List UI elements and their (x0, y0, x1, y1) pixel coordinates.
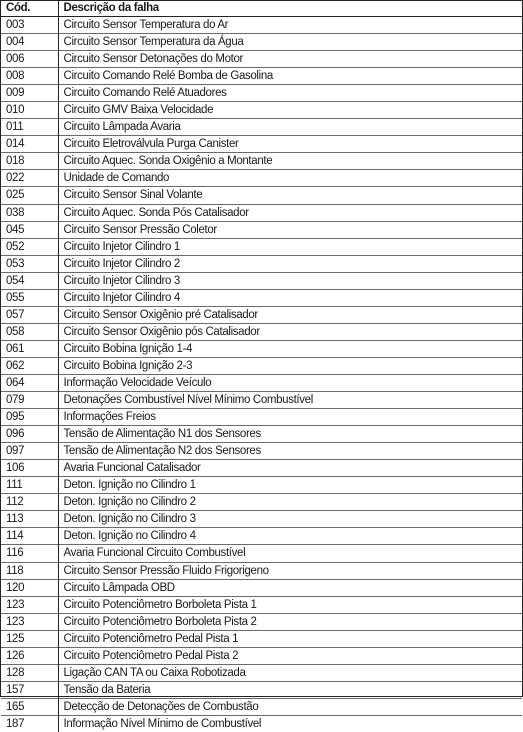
fault-description-cell: Circuito Eletroválvula Purga Canister (63, 138, 239, 151)
fault-code-cell: 004 (1, 34, 58, 51)
table-row (1, 34, 522, 51)
table-row (1, 340, 522, 357)
fault-description-cell: Circuito Sensor Pressão Fluido Frigorigeno (63, 564, 269, 577)
table-row (1, 306, 522, 323)
fault-code-cell: 054 (1, 272, 58, 289)
fault-description-cell: Unidade de Comando (63, 172, 170, 185)
fault-code-cell: 165 (1, 698, 58, 715)
fault-description-cell: Circuito Bobina Ignição 2-3 (63, 359, 193, 372)
fault-code-cell: 055 (1, 289, 58, 306)
fault-code-cell: 116 (1, 545, 58, 562)
table-row (1, 153, 522, 170)
column-header-code: Cód. (1, 1, 58, 17)
fault-code-cell: 079 (1, 392, 58, 409)
fault-code-cell: 003 (1, 17, 58, 34)
table-row (1, 477, 522, 494)
fault-code-cell: 062 (1, 357, 58, 374)
fault-code-cell: 061 (1, 340, 58, 357)
fault-code-cell: 128 (1, 664, 58, 681)
table-row (1, 681, 522, 698)
fault-description-cell: Avaria Funcional Circuito Combustível (63, 547, 246, 560)
table-row (1, 255, 522, 272)
table-row (1, 409, 522, 426)
table-row (1, 698, 522, 715)
fault-code-cell: 157 (1, 681, 58, 698)
fault-code-cell: 038 (1, 204, 58, 221)
fault-description-cell: Circuito Bobina Ignição 1-4 (63, 342, 193, 355)
fault-code-cell: 010 (1, 102, 58, 119)
fault-description-cell: Circuito Sensor Temperatura do Ar (63, 19, 229, 32)
fault-code-cell: 008 (1, 68, 58, 85)
table-row (1, 613, 522, 630)
fault-description-cell: Deton. Ignição no Cilindro 3 (63, 513, 196, 526)
table-row (1, 102, 522, 119)
fault-description-cell: Circuito Sensor Oxigênio pós Catalisador (63, 325, 260, 338)
fault-description-cell: Circuito Sensor Temperatura da Água (63, 36, 244, 49)
fault-code-cell: 011 (1, 119, 58, 136)
table-row (1, 443, 522, 460)
fault-code-cell: 097 (1, 443, 58, 460)
fault-description-cell: Circuito Potenciômetro Pedal Pista 1 (63, 632, 239, 645)
fault-description-cell: Deton. Ignição no Cilindro 2 (63, 496, 196, 509)
table-row (1, 17, 522, 34)
fault-description-cell: Tensão de Alimentação N2 dos Sensores (63, 445, 261, 458)
fault-description-cell: Circuito Aquec. Sonda Oxigênio a Montante (63, 155, 273, 168)
fault-code-cell: 006 (1, 51, 58, 68)
table-row (1, 272, 522, 289)
fault-description-cell: Circuito Lâmpada Avaria (63, 121, 181, 134)
fault-code-cell: 126 (1, 647, 58, 664)
fault-description-cell: Circuito Comando Relé Bomba de Gasolina (63, 70, 273, 83)
fault-description-cell: Detonações Combustível Nível Mínimo Combustível (63, 394, 313, 407)
fault-code-cell: 118 (1, 562, 58, 579)
table-row (1, 51, 522, 68)
fault-description-cell: Circuito Comando Relé Atuadores (63, 87, 227, 100)
table-row (1, 392, 522, 409)
table-row (1, 511, 522, 528)
fault-description-cell: Circuito GMV Baixa Velocidade (63, 104, 214, 117)
table-row (1, 494, 522, 511)
table-row (1, 528, 522, 545)
header-row (1, 1, 522, 17)
table-row (1, 289, 522, 306)
table-body (1, 17, 522, 732)
fault-description-cell: Circuito Sensor Sinal Volante (63, 189, 203, 202)
fault-code-cell: 123 (1, 596, 58, 613)
fault-code-cell: 112 (1, 494, 58, 511)
fault-code-cell: 057 (1, 306, 58, 323)
fault-description-cell: Informação Velocidade Veículo (63, 377, 212, 389)
fault-description-cell: Circuito Lâmpada OBD (63, 581, 175, 594)
fault-code-cell: 052 (1, 238, 58, 255)
table-row (1, 715, 522, 732)
fault-description-cell: Circuito Potenciômetro Borboleta Pista 1 (63, 598, 257, 611)
fault-code-cell: 125 (1, 630, 58, 647)
table-header (1, 1, 522, 17)
table-row (1, 85, 522, 102)
fault-description-cell: Circuito Sensor Pressão Coletor (63, 223, 217, 236)
table-row (1, 426, 522, 443)
fault-code-cell: 123 (1, 613, 58, 630)
fault-code-cell: 187 (1, 715, 58, 732)
fault-description-cell: Informação Nível Mínimo de Combustível (63, 717, 262, 730)
fault-description-cell: Circuito Injetor Cilindro 2 (63, 257, 180, 270)
fault-code-cell: 058 (1, 323, 58, 340)
table-row (1, 357, 522, 374)
table-row (1, 204, 522, 221)
column-header-description: Descrição da falha (58, 1, 522, 17)
table-row (1, 170, 522, 187)
fault-code-cell: 114 (1, 528, 58, 545)
table-row (1, 374, 522, 391)
table-row (1, 630, 522, 647)
fault-description-cell: Circuito Injetor Cilindro 3 (63, 274, 180, 287)
table-row (1, 647, 522, 664)
fault-code-cell: 095 (1, 409, 58, 426)
fault-description-cell: Deton. Ignição no Cilindro 1 (63, 479, 196, 492)
table-row (1, 221, 522, 238)
fault-description-cell: Tensão de Alimentação N1 dos Sensores (63, 428, 261, 441)
fault-code-cell: 064 (1, 374, 58, 391)
fault-description-cell: Informações Freios (63, 411, 156, 424)
fault-description-cell: Circuito Sensor Detonações do Motor (63, 53, 244, 66)
fault-code-cell: 106 (1, 460, 58, 477)
table-row (1, 664, 522, 681)
fault-description-cell: Circuito Sensor Oxigênio pré Catalisador (63, 308, 258, 321)
fault-description-cell: Avaria Funcional Catalisador (63, 462, 201, 475)
fault-code-cell: 120 (1, 579, 58, 596)
fault-code-cell: 014 (1, 136, 58, 153)
table-row (1, 119, 522, 136)
table-row (1, 579, 522, 596)
table-row (1, 238, 522, 255)
fault-code-cell: 113 (1, 511, 58, 528)
fault-code-cell: 022 (1, 170, 58, 187)
fault-description-cell: Circuito Potenciômetro Pedal Pista 2 (63, 649, 239, 662)
fault-description-cell: Deton. Ignição no Cilindro 4 (63, 530, 196, 543)
fault-description-cell: Ligação CAN TA ou Caixa Robotizada (63, 666, 246, 679)
fault-code-cell: 111 (1, 477, 58, 494)
fault-code-cell: 009 (1, 85, 58, 102)
table-row (1, 68, 522, 85)
fault-description-cell: Tensão da Bateria (63, 683, 151, 696)
fault-description-cell: Circuito Aquec. Sonda Pós Catalisador (63, 206, 249, 219)
table-row (1, 323, 522, 340)
fault-description-cell: Circuito Injetor Cilindro 4 (63, 291, 180, 304)
fault-code-cell: 053 (1, 255, 58, 272)
fault-code-cell: 096 (1, 426, 58, 443)
table-row (1, 460, 522, 477)
table-row (1, 562, 522, 579)
fault-table (1, 1, 522, 732)
fault-code-cell: 018 (1, 153, 58, 170)
fault-code-cell: 025 (1, 187, 58, 204)
table-row (1, 136, 522, 153)
fault-description-cell: Detecção de Detonações de Combustão (63, 700, 259, 713)
table-row (1, 545, 522, 562)
table-row (1, 187, 522, 204)
fault-code-cell: 045 (1, 221, 58, 238)
fault-description-cell: Circuito Potenciômetro Borboleta Pista 2 (63, 615, 257, 628)
fault-description-cell: Circuito Injetor Cilindro 1 (63, 240, 180, 253)
table-row (1, 596, 522, 613)
